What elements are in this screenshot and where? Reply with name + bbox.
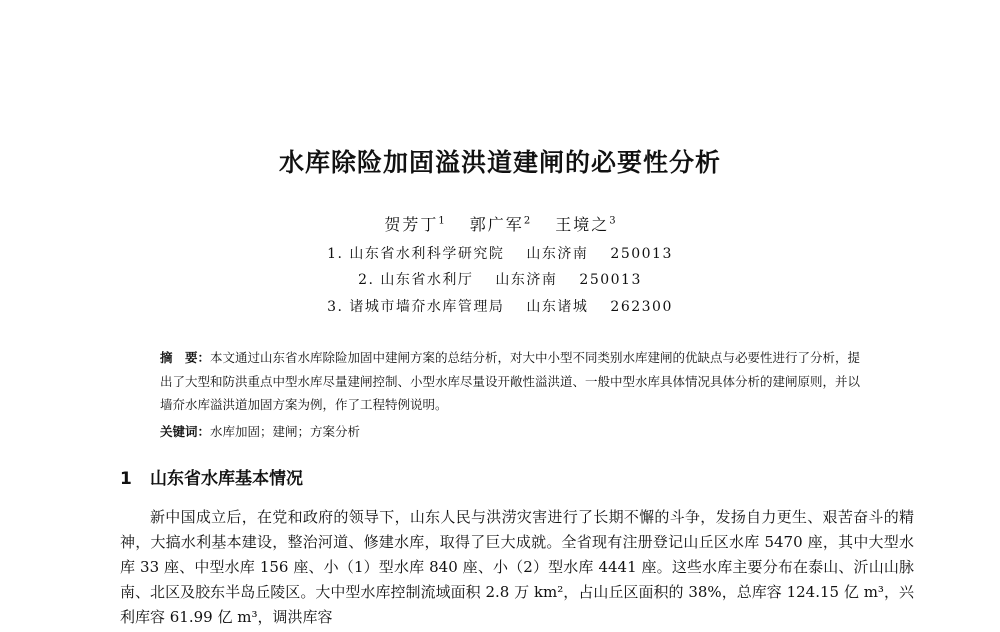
keywords-text: 水库加固；建闸；方案分析 [210,424,361,439]
affiliation-zip: 250013 [610,246,673,262]
keywords [160,421,872,443]
affiliation-org: 1. 山东省水利科学研究院 [327,246,505,262]
affiliation [0,269,1000,291]
author [555,215,615,234]
affiliation-city: 山东济南 [495,272,558,288]
affiliation [0,243,1000,265]
author-name: 郭广军 [469,215,524,235]
affiliation-zip: 250013 [579,272,642,288]
affiliation-city: 山东济南 [526,246,589,262]
affiliation-zip: 262300 [610,299,673,315]
author-name: 王境之 [555,215,610,235]
section-number: 1 [120,469,132,489]
affiliation-org: 3. 诸城市墙夼水库管理局 [327,299,505,315]
section-title: 山东省水库基本情况 [150,469,303,489]
author [470,215,530,234]
author-affil-mark: 2 [523,216,531,227]
keywords-label: 关键词： [160,424,211,439]
affiliation [0,296,1000,318]
author-affil-mark: 3 [609,216,616,227]
affiliation-org: 2. 山东省水利厅 [358,272,474,288]
author-name: 贺芳丁 [384,215,439,235]
paper-title: 水库除险加固溢洪道建闸的必要性分析 [278,148,721,177]
section-heading [120,466,303,492]
author-list [0,210,1000,237]
affiliation-city: 山东诸城 [526,299,589,315]
abstract-text: 本文通过山东省水库除险加固中建闸方案的总结分析，对大中小型不同类别水库建闸的优缺点与必要性进行了分析，提出了大型和防洪重点中型水库尽量建闸控制、小型水库尽量设开敞性溢洪道、一般中型水库具体情况具体分析的建闸原则，并以墙夼水库溢洪道加固方案为例，作了工程特例说明。 [160,350,861,412]
author [384,215,444,234]
body-paragraph: 新中国成立后，在党和政府的领导下，山东人民与洪涝灾害进行了长期不懈的斗争，发扬自力更生、艰苦奋斗的精神，大搞水利基本建设，整治河道、修建水库，取得了巨大成就。全省现有注册登记山丘区水库 5470 座，其中大型水库 33 座、中型水库 156 座、小（1）型水库 840 座、小（2）型水库 4441 座。这些水库主要分布在泰山、沂山山脉南、北区及胶东半岛丘陵区。大中型水库控制流域面积 2.8 万 km²，占山丘区面积的 38%，总库容 124.15 亿 m³，兴利库容 61.99 亿 m³，调洪库容 [120,508,914,626]
abstract [160,346,872,417]
abstract-label: 摘 要： [160,350,211,365]
author-affil-mark: 1 [438,216,445,227]
